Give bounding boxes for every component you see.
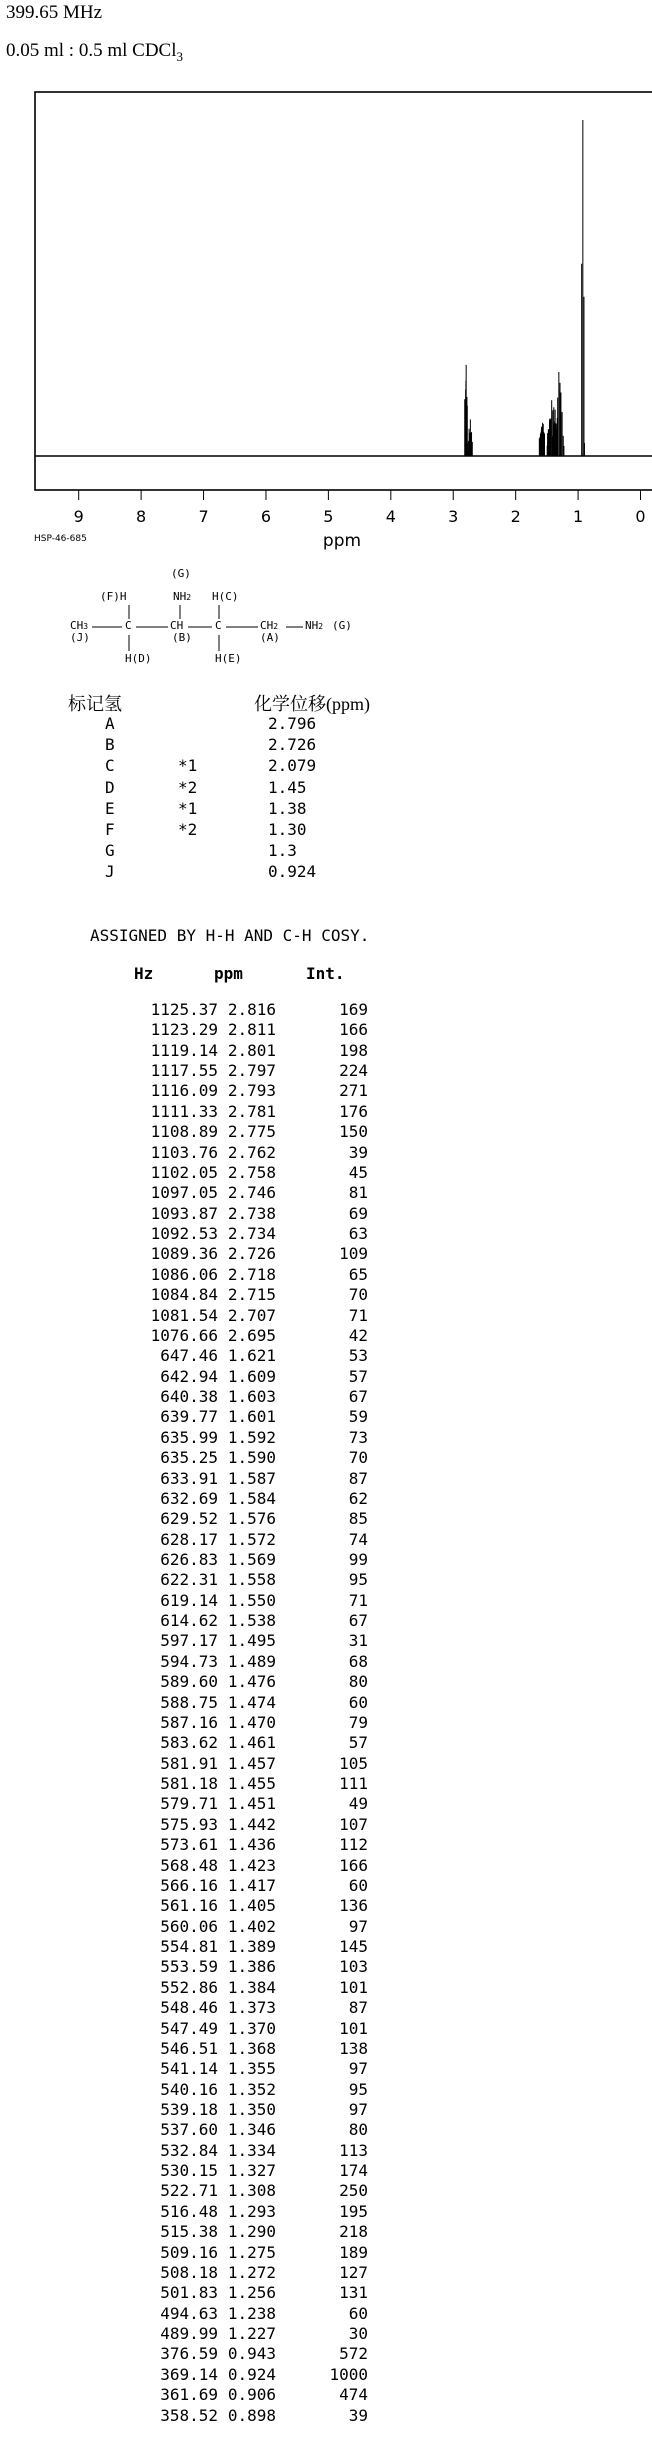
peak-int: 85 <box>348 1509 368 1529</box>
peak-ppm: 2.758 <box>227 1162 276 1182</box>
solvent-subscript: 3 <box>176 48 183 64</box>
peak-hz: 579.71 <box>160 1794 218 1814</box>
peak-ppm: 1.272 <box>227 2262 276 2282</box>
x-axis-ticks <box>74 490 646 526</box>
peak-ppm: 1.576 <box>227 1509 276 1529</box>
peak-int: 45 <box>348 1162 368 1182</box>
peak-ppm: 1.621 <box>227 1346 276 1366</box>
assignment-shift: 0.924 <box>268 862 317 882</box>
chemical-structure <box>60 567 380 687</box>
peak-hz: 583.62 <box>160 1733 218 1753</box>
peak-ppm: 2.797 <box>227 1061 276 1081</box>
peak-hz: 1084.84 <box>150 1285 218 1305</box>
peak-hz: 632.69 <box>160 1488 218 1508</box>
peak-hz: 516.48 <box>160 2201 218 2221</box>
peak-ppm: 1.423 <box>227 1855 276 1875</box>
peak-hz: 530.15 <box>160 2161 218 2181</box>
peak-ppm: 2.811 <box>227 1020 276 1040</box>
peak-hz: 581.18 <box>160 1774 218 1794</box>
assignment-label: A <box>105 714 115 733</box>
col-header-hz: Hz <box>134 964 154 983</box>
peak-hz: 1086.06 <box>150 1264 218 1284</box>
peak-hz: 1093.87 <box>150 1203 218 1223</box>
peak-int: 87 <box>348 1468 368 1488</box>
assignment-label: J <box>105 862 115 882</box>
peak-ppm: 2.801 <box>227 1040 276 1060</box>
ch3-sub: 3 <box>83 622 89 631</box>
peak-ppm: 2.793 <box>227 1081 276 1101</box>
peak-int: 71 <box>348 1305 368 1325</box>
peak-hz: 548.46 <box>160 1998 218 2018</box>
peak-ppm: 1.495 <box>227 1631 276 1651</box>
col-header-int: Int. <box>306 964 345 983</box>
peak-hz: 642.94 <box>160 1366 218 1386</box>
peak-int: 39 <box>348 1142 368 1162</box>
peak-ppm: 1.350 <box>227 2099 276 2119</box>
assignment-shift: 1.30 <box>268 820 307 839</box>
peak-int: 113 <box>339 2140 368 2160</box>
peak-hz: 566.16 <box>160 1875 218 1895</box>
x-axis-label: ppm <box>322 531 362 551</box>
peak-int: 42 <box>348 1325 368 1345</box>
peak-int: 97 <box>348 1916 368 1936</box>
peak-ppm: 0.924 <box>227 2364 276 2384</box>
assignment-note-mark: *2 <box>178 777 198 797</box>
peak-hz: 501.83 <box>160 2283 218 2303</box>
solvent-text: 0.05 ml : 0.5 ml CDCl <box>6 40 177 61</box>
peak-hz: 614.62 <box>160 1611 218 1631</box>
peak-ppm: 0.943 <box>227 2344 276 2364</box>
peak-ppm: 1.238 <box>227 2303 276 2323</box>
peak-hz: 589.60 <box>160 1672 218 1692</box>
peak-int: 81 <box>348 1183 368 1203</box>
assignment-shift: 1.38 <box>268 798 307 818</box>
peak-int: 198 <box>339 1040 368 1060</box>
peak-ppm: 1.373 <box>227 1998 276 2018</box>
x-tick-label: 1 <box>572 507 584 526</box>
peak-ppm: 0.898 <box>227 2405 276 2425</box>
peak-hz: 358.52 <box>160 2405 218 2425</box>
peak-hz: 1089.36 <box>150 1244 218 1264</box>
peak-hz: 622.31 <box>160 1570 218 1590</box>
peak-int: 57 <box>348 1733 368 1753</box>
header-shift: 化学位移(ppm) <box>254 694 370 714</box>
peak-hz: 1081.54 <box>150 1305 218 1325</box>
assignment-header <box>68 690 370 716</box>
peak-ppm: 1.572 <box>227 1529 276 1549</box>
peak-int: 57 <box>348 1366 368 1386</box>
peak-hz: 361.69 <box>160 2385 218 2405</box>
peak-hz: 553.59 <box>160 1957 218 1977</box>
ch2-text: CH <box>260 619 274 632</box>
assignment-label: E <box>105 798 115 818</box>
peak-hz: 626.83 <box>160 1549 218 1569</box>
peak-int: 250 <box>339 2181 368 2201</box>
peak-int: 95 <box>348 2079 368 2099</box>
peak-hz: 1092.53 <box>150 1224 218 1244</box>
peak-hz: 546.51 <box>160 2038 218 2058</box>
peak-ppm: 1.592 <box>227 1427 276 1447</box>
nh2-top-text: NH <box>173 590 187 603</box>
peak-int: 271 <box>339 1081 368 1101</box>
assignment-shift: 1.3 <box>268 841 297 861</box>
assignment-shift: 2.726 <box>268 735 317 755</box>
peak-int: 127 <box>339 2262 368 2282</box>
peak-int: 136 <box>339 1896 368 1916</box>
peak-int: 174 <box>339 2161 368 2181</box>
assignment-label: C <box>105 756 115 776</box>
label-d: H(D) <box>125 652 152 665</box>
peak-hz: 573.61 <box>160 1835 218 1855</box>
x-tick-label: 3 <box>448 507 459 526</box>
peak-int: 68 <box>348 1651 368 1671</box>
peak-int: 138 <box>339 2038 368 2058</box>
col-header-ppm: ppm <box>214 964 243 983</box>
x-tick-label: 5 <box>323 507 334 526</box>
peak-int: 70 <box>348 1448 368 1468</box>
peak-hz: 541.14 <box>160 2059 218 2079</box>
peak-ppm: 2.781 <box>227 1101 276 1121</box>
peak-hz: 508.18 <box>160 2262 218 2282</box>
peak-hz: 619.14 <box>160 1590 218 1610</box>
peak-ppm: 1.603 <box>227 1387 276 1407</box>
label-j: (J) <box>70 631 90 644</box>
peak-int: 60 <box>348 1875 368 1895</box>
peak-hz: 568.48 <box>160 1855 218 1875</box>
peak-hz: 540.16 <box>160 2079 218 2099</box>
peak-int: 53 <box>348 1346 368 1366</box>
peak-int: 1000 <box>329 2364 368 2384</box>
peak-hz: 537.60 <box>160 2120 218 2140</box>
peak-ppm: 1.389 <box>227 1937 276 1957</box>
peak-hz: 1076.66 <box>150 1325 218 1345</box>
label-g-top: (G) <box>171 567 191 580</box>
peak-ppm: 1.405 <box>227 1896 276 1916</box>
structure-bonds <box>60 567 380 687</box>
peak-int: 97 <box>348 2099 368 2119</box>
peak-ppm: 1.368 <box>227 2038 276 2058</box>
peak-ppm: 2.816 <box>227 1000 276 1019</box>
peak-int: 67 <box>348 1387 368 1407</box>
peak-hz: 629.52 <box>160 1509 218 1529</box>
peak-ppm: 2.775 <box>227 1122 276 1142</box>
peak-int: 71 <box>348 1590 368 1610</box>
ch-group: CH <box>170 619 184 632</box>
assignment-note-mark: *2 <box>178 820 198 839</box>
peak-int: 176 <box>339 1101 368 1121</box>
peak-int: 474 <box>339 2385 368 2405</box>
peak-hz: 547.49 <box>160 2018 218 2038</box>
peak-hz: 489.99 <box>160 2324 218 2344</box>
peak-hz: 635.99 <box>160 1427 218 1447</box>
frequency-label: 399.65 MHz <box>6 2 103 23</box>
peak-hz: 647.46 <box>160 1346 218 1366</box>
peak-hz: 635.25 <box>160 1448 218 1468</box>
assignment-label: B <box>105 735 115 755</box>
nh2-top-sub: 2 <box>186 593 192 602</box>
peak-hz: 1123.29 <box>150 1020 218 1040</box>
peak-hz: 640.38 <box>160 1387 218 1407</box>
peak-ppm: 1.590 <box>227 1448 276 1468</box>
peak-hz: 515.38 <box>160 2222 218 2242</box>
peak-int: 195 <box>339 2201 368 2221</box>
peak-ppm: 1.227 <box>227 2324 276 2344</box>
assignment-note-mark: *1 <box>178 756 198 776</box>
assignment-label: F <box>105 820 115 839</box>
x-tick-label: 9 <box>73 507 84 526</box>
peak-int: 95 <box>348 1570 368 1590</box>
peak-ppm: 1.352 <box>227 2079 276 2099</box>
peak-hz: 581.91 <box>160 1753 218 1773</box>
peak-int: 80 <box>348 1672 368 1692</box>
peak-int: 79 <box>348 1712 368 1732</box>
peak-ppm: 1.609 <box>227 1366 276 1386</box>
peak-ppm: 1.290 <box>227 2222 276 2242</box>
peak-hz: 509.16 <box>160 2242 218 2262</box>
peak-ppm: 2.715 <box>227 1285 276 1305</box>
peak-ppm: 2.738 <box>227 1203 276 1223</box>
peak-int: 166 <box>339 1020 368 1040</box>
peak-ppm: 1.436 <box>227 1835 276 1855</box>
peak-hz: 1116.09 <box>150 1081 218 1101</box>
peak-ppm: 1.442 <box>227 1814 276 1834</box>
peak-int: 189 <box>339 2242 368 2262</box>
peak-ppm: 1.489 <box>227 1651 276 1671</box>
peak-int: 87 <box>348 1998 368 2018</box>
peak-int: 101 <box>339 1977 368 1997</box>
peak-ppm: 1.327 <box>227 2161 276 2181</box>
peak-ppm: 2.726 <box>227 1244 276 1264</box>
peak-ppm: 1.370 <box>227 2018 276 2038</box>
nh2-end-text: NH <box>305 619 319 632</box>
sample-code: HSP-46-685 <box>34 534 87 544</box>
peak-ppm: 1.451 <box>227 1794 276 1814</box>
peak-int: 166 <box>339 1855 368 1875</box>
assignment-note: ASSIGNED BY H-H AND C-H COSY. <box>90 926 370 945</box>
carbon-1: C <box>125 619 132 632</box>
peak-int: 63 <box>348 1224 368 1244</box>
peak-hz: 1119.14 <box>150 1040 218 1060</box>
peak-int: 224 <box>339 1061 368 1081</box>
header-label: 标记氢 <box>68 694 122 714</box>
peak-ppm: 2.734 <box>227 1224 276 1244</box>
label-a: (A) <box>260 631 280 644</box>
peak-ppm: 2.707 <box>227 1305 276 1325</box>
peak-int: 111 <box>339 1774 368 1794</box>
peak-int: 97 <box>348 2059 368 2079</box>
ch2-sub: 2 <box>273 622 279 631</box>
peak-ppm: 1.334 <box>227 2140 276 2160</box>
peak-ppm: 1.346 <box>227 2120 276 2140</box>
assignment-label: G <box>105 841 115 861</box>
assignment-shift: 2.796 <box>268 714 317 733</box>
peak-int: 112 <box>339 1835 368 1855</box>
peak-int: 60 <box>348 2303 368 2323</box>
peak-ppm: 1.584 <box>227 1488 276 1508</box>
peak-int: 105 <box>339 1753 368 1773</box>
peak-ppm: 1.476 <box>227 1672 276 1692</box>
peak-hz: 587.16 <box>160 1712 218 1732</box>
peak-int: 60 <box>348 1692 368 1712</box>
x-tick-label: 6 <box>260 507 272 526</box>
peak-ppm: 1.386 <box>227 1957 276 1977</box>
x-tick-label: 0 <box>635 507 646 526</box>
label-b: (B) <box>172 631 192 644</box>
peak-ppm: 1.538 <box>227 1611 276 1631</box>
label-f: (F)H <box>100 590 127 603</box>
peak-hz: 532.84 <box>160 2140 218 2160</box>
peak-int: 70 <box>348 1285 368 1305</box>
peak-hz: 522.71 <box>160 2181 218 2201</box>
peak-ppm: 1.457 <box>227 1753 276 1773</box>
x-tick-label: 2 <box>510 507 521 526</box>
peak-ppm: 2.695 <box>227 1325 276 1345</box>
peak-int: 67 <box>348 1611 368 1631</box>
peak-hz: 597.17 <box>160 1631 218 1651</box>
peak-ppm: 1.461 <box>227 1733 276 1753</box>
peak-int: 80 <box>348 2120 368 2140</box>
peak-int: 109 <box>339 1244 368 1264</box>
carbon-2: C <box>215 619 222 632</box>
peak-ppm: 1.384 <box>227 1977 276 1997</box>
ch3-text: CH <box>70 619 84 632</box>
peak-int: 107 <box>339 1814 368 1834</box>
peak-ppm: 1.474 <box>227 1692 276 1712</box>
peak-hz: 633.91 <box>160 1468 218 1488</box>
peak-hz: 1097.05 <box>150 1183 218 1203</box>
peak-int: 169 <box>339 1000 368 1019</box>
peak-hz: 1125.37 <box>150 1000 218 1019</box>
peak-hz: 376.59 <box>160 2344 218 2364</box>
peak-int: 69 <box>348 1203 368 1223</box>
x-tick-label: 4 <box>385 507 396 526</box>
peak-int: 73 <box>348 1427 368 1447</box>
peak-ppm: 0.906 <box>227 2385 276 2405</box>
peak-hz: 1108.89 <box>150 1122 218 1142</box>
peak-int: 145 <box>339 1937 368 1957</box>
peak-hz: 561.16 <box>160 1896 218 1916</box>
peak-hz: 494.63 <box>160 2303 218 2323</box>
peak-hz: 575.93 <box>160 1814 218 1834</box>
x-tick-label: 8 <box>136 507 147 526</box>
label-g-end: (G) <box>332 619 352 632</box>
assignment-shift: 2.079 <box>268 756 317 776</box>
peak-ppm: 1.402 <box>227 1916 276 1936</box>
peak-ppm: 1.601 <box>227 1407 276 1427</box>
peak-int: 49 <box>348 1794 368 1814</box>
peak-hz: 1102.05 <box>150 1162 218 1182</box>
peak-ppm: 1.256 <box>227 2283 276 2303</box>
peak-hz: 594.73 <box>160 1651 218 1671</box>
peak-int: 101 <box>339 2018 368 2038</box>
peak-hz: 628.17 <box>160 1529 218 1549</box>
peak-ppm: 1.355 <box>227 2059 276 2079</box>
peak-ppm: 1.455 <box>227 1774 276 1794</box>
x-tick-label: 7 <box>198 507 209 526</box>
peak-ppm: 1.587 <box>227 1468 276 1488</box>
peak-ppm: 1.569 <box>227 1549 276 1569</box>
peak-ppm: 2.718 <box>227 1264 276 1284</box>
label-c: H(C) <box>212 590 239 603</box>
peak-int: 74 <box>348 1529 368 1549</box>
peak-ppm: 2.762 <box>227 1142 276 1162</box>
peak-hz: 560.06 <box>160 1916 218 1936</box>
peak-int: 99 <box>348 1549 368 1569</box>
peak-int: 150 <box>339 1122 368 1142</box>
peak-hz: 588.75 <box>160 1692 218 1712</box>
peak-hz: 552.86 <box>160 1977 218 1997</box>
peak-ppm: 2.746 <box>227 1183 276 1203</box>
peak-int: 59 <box>348 1407 368 1427</box>
peak-hz: 369.14 <box>160 2364 218 2384</box>
assignment-note-mark: *1 <box>178 798 198 818</box>
label-e: H(E) <box>215 652 242 665</box>
peak-hz: 639.77 <box>160 1407 218 1427</box>
peak-int: 131 <box>339 2283 368 2303</box>
assignment-shift: 1.45 <box>268 777 307 797</box>
peak-hz: 1103.76 <box>150 1142 218 1162</box>
spectrum-peaks <box>465 120 585 456</box>
peak-hz: 539.18 <box>160 2099 218 2119</box>
peak-ppm: 1.470 <box>227 1712 276 1732</box>
peak-int: 62 <box>348 1488 368 1508</box>
peak-int: 572 <box>339 2344 368 2364</box>
nh2-end-sub: 2 <box>318 622 324 631</box>
peak-ppm: 1.550 <box>227 1590 276 1610</box>
peak-int: 39 <box>348 2405 368 2425</box>
peak-int: 103 <box>339 1957 368 1977</box>
nmr-spectrum-chart <box>0 0 652 560</box>
peak-hz: 1117.55 <box>150 1061 218 1081</box>
peak-ppm: 1.275 <box>227 2242 276 2262</box>
peak-int: 218 <box>339 2222 368 2242</box>
peak-int: 31 <box>348 1631 368 1651</box>
peak-hz: 554.81 <box>160 1937 218 1957</box>
peak-ppm: 1.308 <box>227 2181 276 2201</box>
peak-ppm: 1.417 <box>227 1875 276 1895</box>
peak-int: 65 <box>348 1264 368 1284</box>
peak-ppm: 1.558 <box>227 1570 276 1590</box>
peak-int: 30 <box>348 2324 368 2344</box>
peak-ppm: 1.293 <box>227 2201 276 2221</box>
assignment-label: D <box>105 777 115 797</box>
peak-hz: 1111.33 <box>150 1101 218 1121</box>
